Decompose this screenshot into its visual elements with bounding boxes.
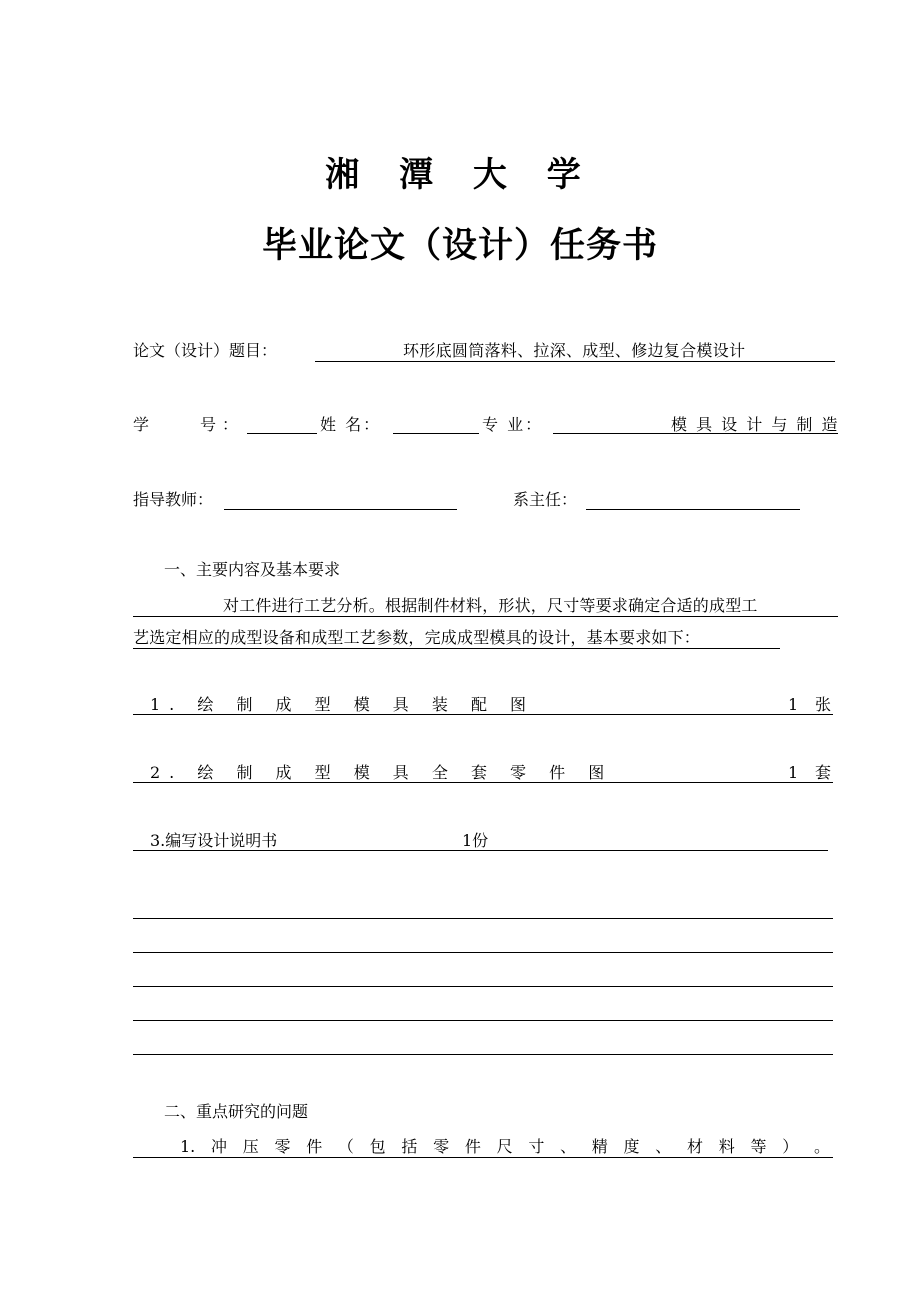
section2-item-1-char: 尺 — [496, 1137, 513, 1156]
section2-item-1-char: ） — [782, 1137, 799, 1156]
requirement-item-3-text: 3.编写设计说明书 — [150, 831, 278, 850]
requirement-item-1-qty: 1 — [788, 695, 799, 714]
major-value: 模 具 设 计 与 制 造 — [671, 415, 840, 434]
section1-heading: 一、主要内容及基本要求 — [164, 560, 341, 579]
section2-item-1-char: 、 — [560, 1137, 577, 1156]
advisor-label: 指导教师： — [133, 490, 214, 509]
requirement-item-2-unit: 套 — [815, 763, 832, 782]
section2-item-1 — [180, 1137, 830, 1157]
section2-item-1-char: 材 — [687, 1137, 704, 1156]
item-2-underline — [133, 782, 833, 783]
section2-item-1-char: 、 — [655, 1137, 672, 1156]
section1-paragraph-line1: 对工件进行工艺分析。根据制件材料，形状，尺寸等要求确定合适的成型工 — [223, 596, 758, 615]
section2-item-1-char: 件 — [464, 1137, 481, 1156]
section2-item-1-underline — [133, 1157, 833, 1158]
section2-item-1-char: 件 — [306, 1137, 323, 1156]
requirement-item-3-qty: 1份 — [462, 831, 489, 850]
section2-item-1-char: 括 — [401, 1137, 418, 1156]
university-title: 湘 潭 大 学 — [325, 155, 595, 195]
section2-item-1-char: 1. — [180, 1137, 196, 1156]
name-label: 姓 名： — [320, 415, 382, 434]
topic-value: 环形底圆筒落料、拉深、成型、修边复合模设计 — [403, 341, 746, 360]
advisor-underline — [224, 509, 457, 510]
section2-item-1-char: 等 — [750, 1137, 767, 1156]
section2-item-1-char: 精 — [591, 1137, 608, 1156]
section2-item-1-char: 零 — [433, 1137, 450, 1156]
section2-item-1-char: 包 — [369, 1137, 386, 1156]
paragraph-line2-underline — [133, 648, 780, 649]
section2-item-1-char: 。 — [813, 1137, 830, 1156]
requirement-item-1-unit: 张 — [815, 695, 832, 714]
blank-line — [133, 986, 833, 987]
section2-heading: 二、重点研究的问题 — [164, 1102, 309, 1121]
student-no-underline — [247, 433, 317, 434]
item-3-underline — [133, 850, 828, 851]
requirement-item-2-text: 2. 绘 制 成 型 模 具 全 套 零 件 图 — [150, 763, 614, 782]
blank-line — [133, 918, 833, 919]
blank-line — [133, 1054, 833, 1055]
student-no-label-first: 学 — [133, 415, 150, 434]
dept-head-label: 系主任： — [513, 490, 578, 509]
requirement-item-1-text: 1. 绘 制 成 型 模 具 装 配 图 — [150, 695, 536, 714]
section2-item-1-char: 零 — [274, 1137, 291, 1156]
section2-item-1-char: （ — [337, 1137, 354, 1156]
topic-underline — [315, 361, 835, 362]
section2-item-1-char: 度 — [623, 1137, 640, 1156]
student-no-label-second: 号： — [200, 415, 245, 434]
section2-item-1-char: 寸 — [528, 1137, 545, 1156]
section2-item-1-char: 冲 — [210, 1137, 227, 1156]
blank-line — [133, 952, 833, 953]
major-label: 专 业： — [482, 415, 544, 434]
topic-label: 论文（设计）题目： — [133, 341, 278, 360]
major-underline — [553, 433, 838, 434]
requirement-item-2-qty: 1 — [788, 763, 799, 782]
item-1-underline — [133, 714, 833, 715]
document-title: 毕业论文（设计）任务书 — [261, 226, 658, 266]
section2-item-1-char: 料 — [718, 1137, 735, 1156]
dept-head-underline — [586, 509, 800, 510]
paragraph-line1-underline — [133, 616, 838, 617]
section1-paragraph-line2: 艺选定相应的成型设备和成型工艺参数，完成成型模具的设计，基本要求如下： — [133, 628, 701, 647]
name-underline — [393, 433, 479, 434]
section2-item-1-char: 压 — [242, 1137, 259, 1156]
blank-line — [133, 1020, 833, 1021]
